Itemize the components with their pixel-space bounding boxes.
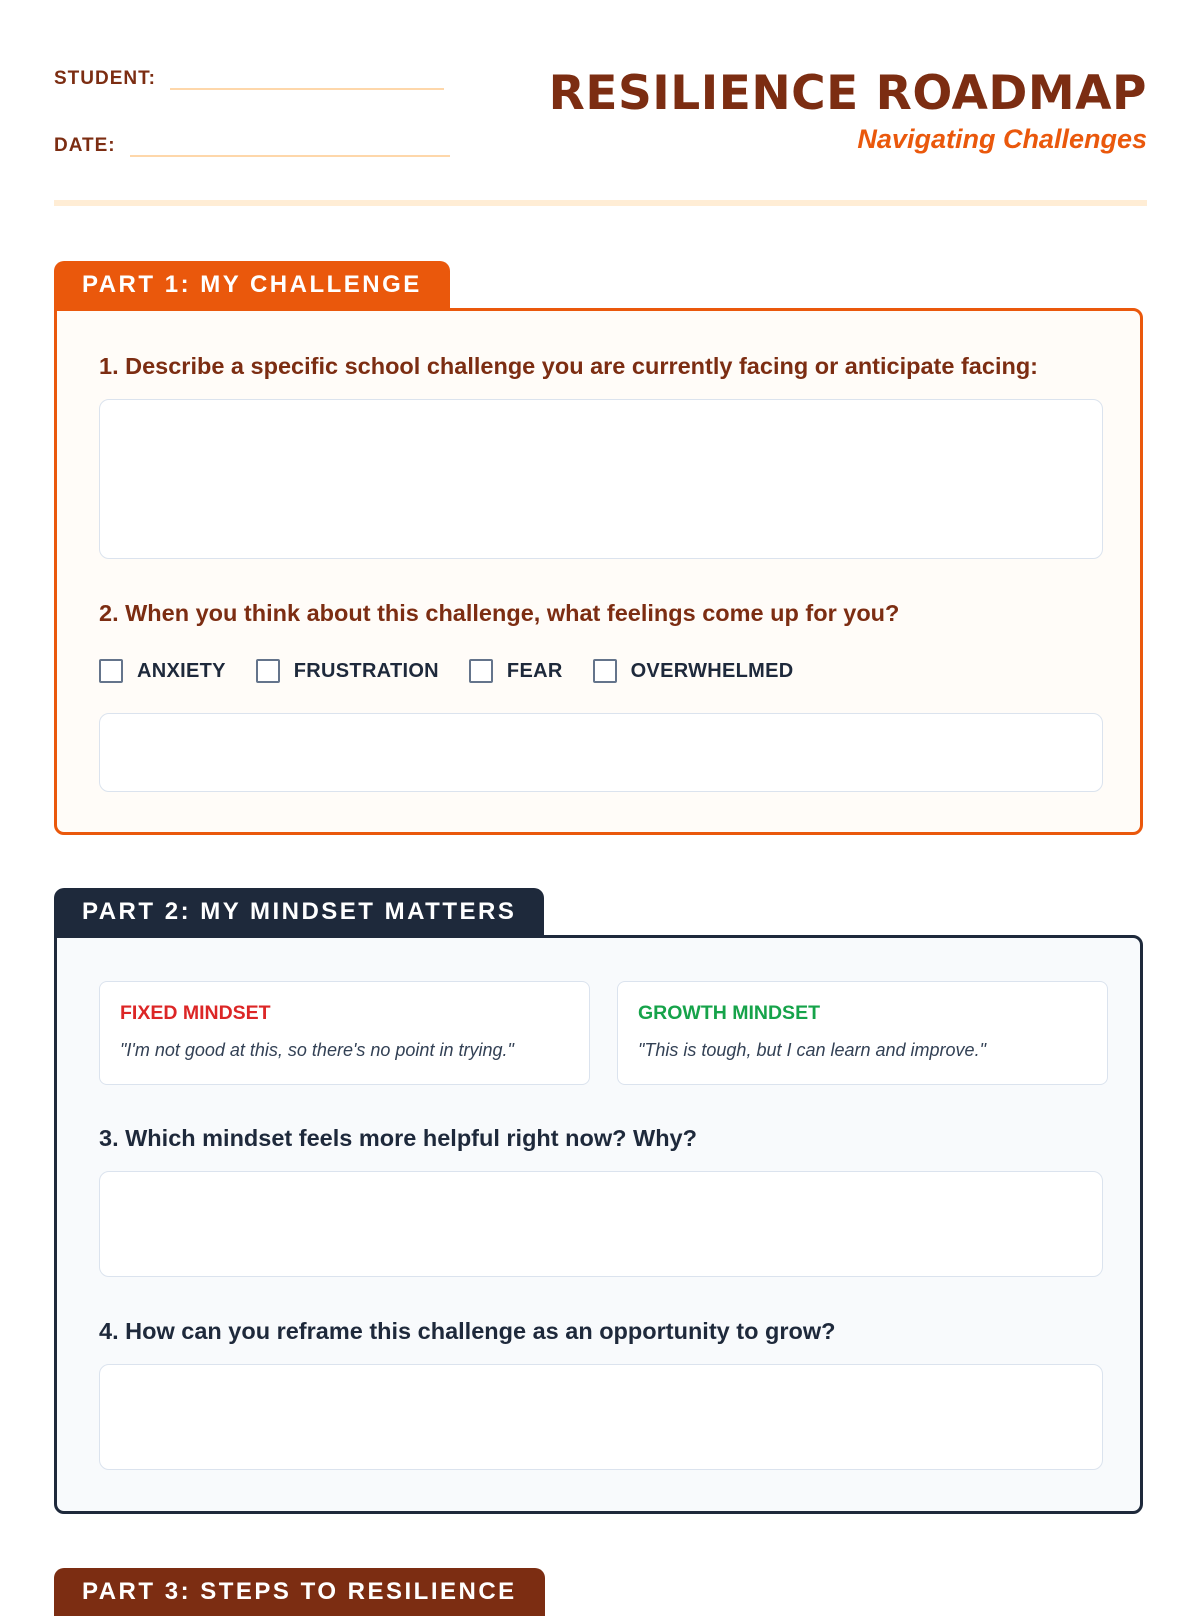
fixed-mindset-card: [99, 981, 590, 1085]
question-4: 4. How can you reframe this challenge as an opportunity to grow?: [99, 1318, 836, 1344]
feeling-option-frustration[interactable]: [256, 659, 439, 683]
feelings-checklist: [99, 659, 824, 683]
student-label: STUDENT:: [54, 68, 156, 89]
question-2: 2. When you think about this challenge, what feelings come up for you?: [99, 600, 900, 626]
reframe-answer-box[interactable]: [99, 1364, 1103, 1470]
page-subtitle: Navigating Challenges: [857, 124, 1147, 154]
overwhelmed-checkbox[interactable]: [593, 659, 617, 683]
fear-checkbox[interactable]: [469, 659, 493, 683]
student-field: [54, 60, 444, 90]
growth-mindset-quote: "This is tough, but I can learn and improve.": [638, 1040, 986, 1060]
frustration-label: FRUSTRATION: [293, 659, 439, 682]
growth-mindset-card: [617, 981, 1108, 1085]
challenge-answer-box[interactable]: [99, 399, 1103, 559]
part1-box: [54, 308, 1143, 835]
anxiety-checkbox[interactable]: [99, 659, 123, 683]
date-line[interactable]: [130, 127, 450, 157]
worksheet-page: [54, 0, 1147, 1605]
date-label: DATE:: [54, 135, 116, 156]
frustration-checkbox[interactable]: [256, 659, 280, 683]
part1-heading: PART 1: MY CHALLENGE: [54, 261, 450, 309]
question-3: 3. Which mindset feels more helpful right now? Why?: [99, 1125, 697, 1151]
page-title: RESILIENCE ROADMAP: [548, 66, 1147, 121]
fixed-mindset-quote: "I'm not good at this, so there's no point in trying.": [120, 1040, 514, 1060]
header-divider: [54, 200, 1147, 206]
fixed-mindset-title: FIXED MINDSET: [120, 1002, 271, 1024]
feeling-option-overwhelmed[interactable]: [593, 659, 794, 683]
date-field: [54, 127, 450, 157]
overwhelmed-label: OVERWHELMED: [630, 659, 794, 682]
feeling-option-anxiety[interactable]: [99, 659, 226, 683]
feelings-answer-box[interactable]: [99, 713, 1103, 792]
part3-heading: PART 3: STEPS TO RESILIENCE: [54, 1568, 545, 1616]
question-1: 1. Describe a specific school challenge you are currently facing or anticipate facing:: [99, 353, 1039, 379]
mindset-answer-box[interactable]: [99, 1171, 1103, 1277]
fear-label: FEAR: [506, 659, 563, 682]
part2-heading: PART 2: MY MINDSET MATTERS: [54, 888, 544, 936]
feeling-option-fear[interactable]: [469, 659, 563, 683]
worksheet-header: [54, 0, 1147, 210]
anxiety-label: ANXIETY: [137, 659, 226, 682]
student-name-line[interactable]: [170, 60, 444, 90]
growth-mindset-title: GROWTH MINDSET: [638, 1002, 820, 1024]
part2-box: [54, 935, 1143, 1514]
